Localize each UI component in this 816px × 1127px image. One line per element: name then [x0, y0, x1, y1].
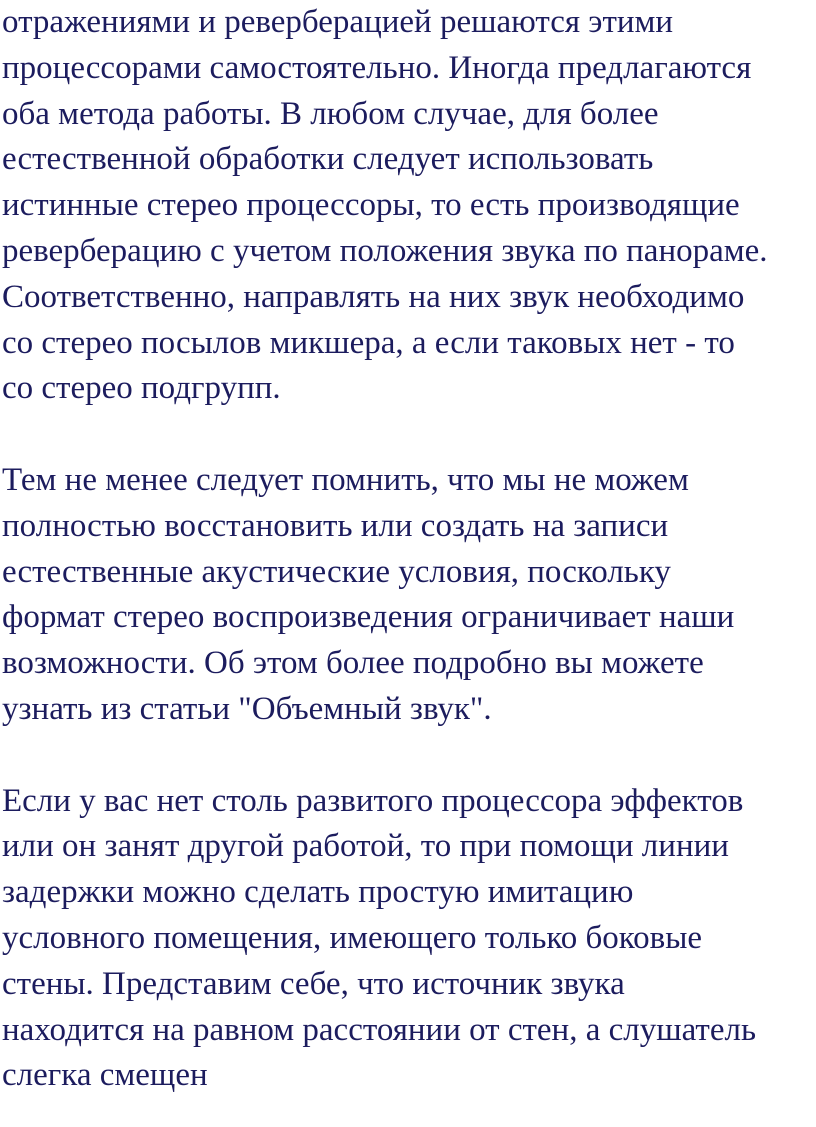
- text-line: стены. Представим себе, что источник звука: [2, 965, 625, 1002]
- text-line: формат стерео воспроизведения ограничивает наши: [2, 599, 735, 636]
- text-line: полностью восстановить или создать на записи: [2, 507, 669, 544]
- text-line: оба метода работы. В любом случае, для более: [2, 95, 659, 132]
- text-line: Соответственно, направлять на них звук необходимо: [2, 278, 745, 315]
- paragraph-spacer: [2, 733, 814, 779]
- text-line: со стерео подгрупп.: [2, 370, 281, 407]
- document-page: [2, 0, 814, 1099]
- text-line: со стерео посылов микшера, а если таковых нет - то: [2, 324, 735, 361]
- paragraph-3: [2, 779, 814, 1100]
- text-line: процессорами самостоятельно. Иногда предлагаются: [2, 49, 752, 86]
- text-line: узнать из статьи "Объемный звук".: [2, 690, 492, 727]
- paragraph-1: [2, 0, 814, 412]
- text-line: отражениями и реверберацией решаются этими: [2, 4, 674, 40]
- text-line: задержки можно сделать простую имитацию: [2, 874, 634, 911]
- text-line: слегка смещен: [2, 1057, 208, 1094]
- text-line: естественные акустические условия, поскольку: [2, 553, 671, 590]
- text-line: или он занят другой работой, то при помощи линии: [2, 828, 729, 865]
- text-line: условного помещения, имеющего только боковые: [2, 919, 703, 956]
- text-line: истинные стерео процессоры, то есть производящие: [2, 187, 740, 224]
- paragraph-spacer: [2, 412, 814, 458]
- text-line: Тем не менее следует помнить, что мы не можем: [2, 461, 689, 498]
- text-line: реверберацию с учетом положения звука по панораме.: [2, 232, 768, 269]
- text-line: естественной обработки следует использовать: [2, 141, 654, 178]
- text-line: находится на равном расстоянии от стен, а слушатель: [2, 1011, 757, 1048]
- text-line: Если у вас нет столь развитого процессора эффектов: [2, 782, 744, 819]
- paragraph-2: [2, 458, 814, 733]
- text-line: возможности. Об этом более подробно вы можете: [2, 645, 704, 682]
